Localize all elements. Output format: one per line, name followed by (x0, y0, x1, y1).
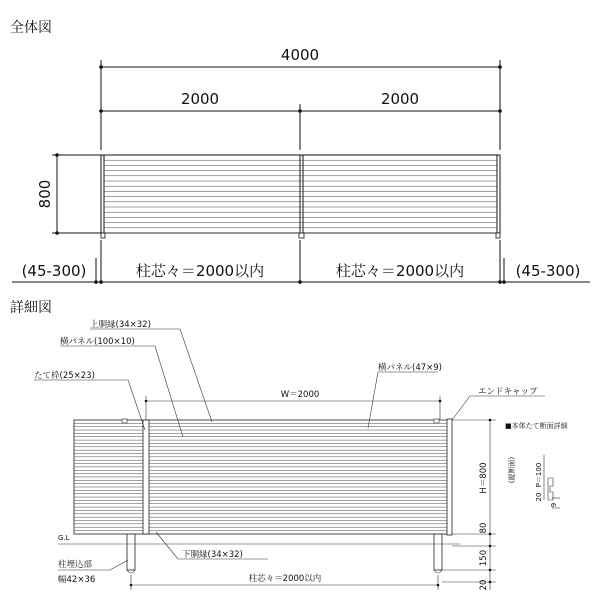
label-post-embed: 柱埋込部 (58, 560, 93, 570)
label-horizontal-panel-b: 横パネル(47×9) (378, 363, 442, 373)
label-top-rail: 上胴縁(34×32) (90, 320, 151, 330)
dimension-width (145, 390, 442, 420)
post-pitch-label: 柱芯々＝2000以内 (248, 574, 322, 584)
section-note: (縦断面) (508, 456, 516, 484)
ground-line (58, 534, 460, 544)
gl-label: G.L (58, 534, 70, 542)
dimension-halves (99, 90, 502, 150)
post-pitch-row (12, 240, 590, 284)
fence-detail (74, 419, 452, 573)
dim-left-label: 2000 (180, 90, 220, 108)
section-detail (505, 421, 568, 508)
detail-heading: 詳細図 (10, 300, 52, 316)
pitch-left-end: (45-300) (21, 262, 87, 280)
dim-total-label: 4000 (280, 46, 320, 64)
label-horizontal-panel-a: 横パネル(100×10) (60, 337, 135, 347)
label-vertical-frame: たて枠(25×23) (34, 371, 95, 381)
height-label: H＝800 (479, 462, 489, 494)
dim-right-label: 2000 (380, 90, 420, 108)
dim-20-label: 20 (479, 579, 489, 591)
pitch-center-2: 柱芯々＝2000以内 (335, 262, 465, 280)
dim-height-label: 800 (36, 179, 54, 209)
pitch-right-end: (45-300) (515, 262, 581, 280)
section-p-label: P＝100 (535, 462, 543, 488)
fence-overview (101, 155, 500, 238)
dim-80-label: 80 (479, 522, 489, 534)
section-9-label: 9 (550, 502, 558, 508)
pitch-center-1: 柱芯々＝2000以内 (135, 262, 265, 280)
dimension-height (36, 153, 101, 235)
label-post-width: 幅42×36 (58, 575, 96, 585)
label-end-cap: エンドキャップ (478, 387, 538, 397)
overview-heading: 全体図 (10, 20, 52, 36)
section-title: ■本体たて断面詳細 (505, 422, 568, 430)
width-label: W＝2000 (280, 390, 320, 400)
section-20-label: 20 (535, 492, 543, 502)
label-bottom-rail: 下胴縁(34×32) (182, 550, 243, 560)
dim-150-label: 150 (479, 549, 489, 567)
dimension-post-pitch (130, 573, 440, 590)
